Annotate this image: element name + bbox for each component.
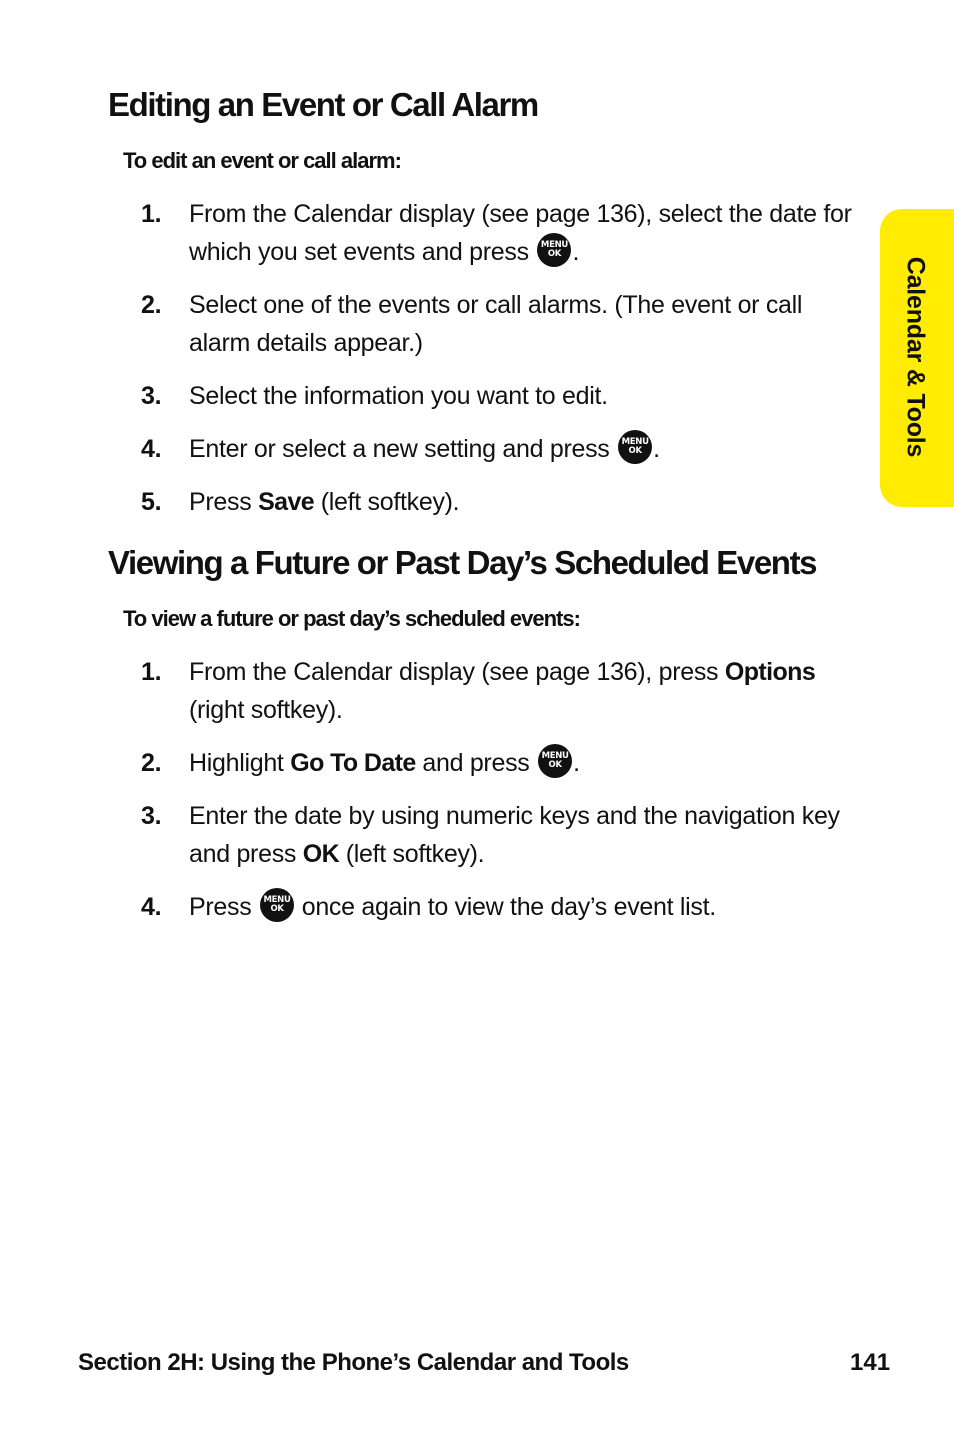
menu-ok-key-icon: MENU OK — [618, 430, 652, 464]
section-heading-editing: Editing an Event or Call Alarm — [108, 86, 538, 123]
step-text: Select the information you want to edit. — [189, 382, 608, 410]
section-heading-viewing: Viewing a Future or Past Day’s Scheduled Events — [108, 544, 817, 581]
step-item — [141, 483, 861, 521]
menu-ok-key-icon: MENU OK — [537, 233, 571, 267]
chapter-side-tab-label: Calendar & Tools — [901, 256, 930, 458]
step-item — [141, 286, 861, 362]
menu-ok-key-icon: MENU OK — [538, 744, 572, 778]
step-text: Enter or select a new setting and press MENU OK . — [189, 430, 861, 468]
step-number: 4. — [141, 893, 162, 921]
step-text: From the Calendar display (see page 136), select the date for which you set events and press MENU OK . — [189, 200, 852, 266]
step-text: Highlight Go To Date and press MENU OK . — [189, 744, 861, 782]
menu-option-name: Go To Date — [290, 749, 416, 777]
step-number: 1. — [141, 658, 162, 686]
step-item — [141, 377, 861, 415]
footer-page-number: 141 — [850, 1349, 891, 1376]
step-text: Select one of the events or call alarms. (The event or call alarm details appear.) — [189, 291, 803, 357]
step-item — [141, 744, 861, 782]
step-number: 4. — [141, 435, 162, 463]
step-number: 5. — [141, 488, 162, 516]
softkey-name: Options — [724, 658, 816, 686]
menu-ok-key-icon: MENU OK — [260, 888, 294, 922]
softkey-name: Save — [258, 488, 315, 516]
section-intro-viewing: To view a future or past day’s scheduled events: — [123, 606, 580, 631]
step-text: Enter the date by using numeric keys and the navigation key and press OK (left softkey). — [189, 802, 840, 868]
step-item — [141, 797, 861, 873]
step-text: Press Save (left softkey). — [189, 488, 460, 516]
step-number: 2. — [141, 291, 162, 319]
step-number: 2. — [141, 749, 162, 777]
softkey-name: OK — [302, 840, 340, 868]
section-intro-editing: To edit an event or call alarm: — [123, 148, 401, 173]
step-text: Press MENU OK once again to view the day’s event list. — [189, 888, 861, 926]
step-item — [141, 195, 861, 271]
step-item — [141, 430, 861, 468]
step-number: 3. — [141, 382, 162, 410]
step-number: 3. — [141, 802, 162, 830]
step-item — [141, 653, 861, 729]
step-number: 1. — [141, 200, 162, 228]
step-item — [141, 888, 861, 926]
step-text: From the Calendar display (see page 136), press Options (right softkey). — [189, 658, 816, 724]
footer-section-title: Section 2H: Using the Phone’s Calendar and Tools — [78, 1349, 629, 1376]
